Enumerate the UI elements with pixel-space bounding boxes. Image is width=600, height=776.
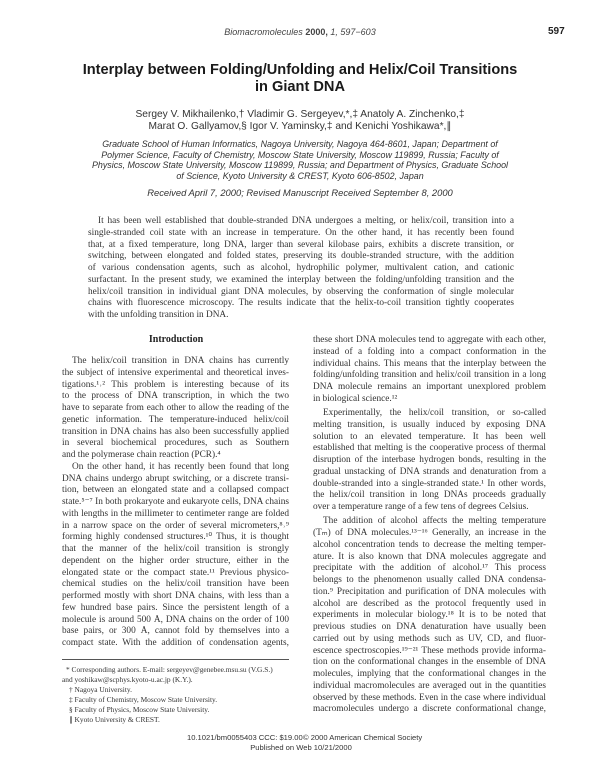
text-line: macromolecules undergo a discrete conformational change, [313,704,546,715]
text-line: switching, between elongated and folded states, preserving its double-stranded structure, with the addition [88,251,514,262]
text-line: belongs to the phenomenon usually called DNA condensa- [313,575,546,585]
text-line: tigations.¹˒² This problem is interesting because of its [62,379,289,390]
text-line: to the process of DNA transcription, in which the two [62,391,289,402]
title-line: in Giant DNA [255,79,345,95]
text-line: in a narrow space on the order of several micrometers,⁸˒⁹ [62,520,289,531]
text-line: molecules, implying that the conformational changes in the [313,669,546,679]
text-line: folding/unfolding transition and helix/coil transition in a long [313,370,546,381]
left-column [62,356,289,650]
text-line: of various condensation agents, such as alcohol, hydrophilic polymer, multivalent cation, and cationic [88,263,514,273]
text-line: genetic information. The temperature-induced helix/coil [62,414,289,425]
paragraph [313,408,546,514]
text-line: previous studies on DNA denaturation have usually been [313,622,546,632]
text-line: instead of a folding into a compact conformation in the [313,346,546,357]
footnotes [62,665,294,725]
text-line: in biological science.¹² [313,393,398,404]
footnote: † Nagoya University. [69,685,132,694]
text-line: single-stranded coil state with an increase in temperature. On the other hand, it has recently been found [88,227,514,238]
author-line: Sergey V. Mikhailenko,† Vladimir G. Sergeyev,*,‡ Anatoly A. Zinchenko,‡ [135,109,465,120]
paper-title [0,62,600,96]
published-date [0,743,600,752]
text-line: that, at a fixed temperature, long DNA, larger than several kilobase pairs, exhibits a discrete transition, or [88,239,514,250]
paragraph [62,356,289,462]
footnote: ‡ Faculty of Chemistry, Moscow State University. [69,695,218,704]
text-line: tion on the conformational changes in the ensemble of DNA [313,657,546,668]
text-line: surfactant. In the present study, we examined the interplay between the folding/unfolding transition and the [88,274,514,285]
affiliation-line: Physics, Moscow State University, Moscow 119899, Russia; and Department of Physics, Graduate School [92,160,508,171]
footnote: ∥ Kyoto University & CREST. [69,715,160,724]
abstract [88,216,514,322]
paragraph [313,516,546,716]
author-line: Marat O. Gallyamov,§ Igor V. Yaminsky,‡ and Kenichi Yoshikawa*,∥ [148,121,452,132]
text-line: experiments in molecular biology.¹⁸ It is to be noted that [313,610,546,621]
paragraph [62,462,289,650]
copyright: © 2000 American Chemical Society [303,733,423,742]
affiliation-line: Polymer Science, Faculty of Chemistry, Moscow State University, Moscow 119899, Russia; Faculty of [101,149,499,160]
text-line: base pairs, or 300 Å, cannot fold by themselves into a [62,626,289,637]
received-dates: Received April 7, 2000; Revised Manuscript Received September 8, 2000 [147,187,453,198]
paragraph [313,335,546,406]
text-line: compact state. With the addition of condensation agents, [62,638,289,648]
text-line: transition in DNA chains has also been successfully applied [62,426,289,437]
running-head [0,27,600,37]
footnote: § Faculty of Physics, Moscow State University. [69,705,210,714]
text-line: elongated state or the compact state.¹¹ Previous physico- [62,567,289,578]
text-line: few hundred base pairs. Since the persistent length of a [62,602,289,613]
journal-name: Biomacromolecules [224,27,303,37]
text-line: disruption of the interbase hydrogen bonds, resulting in the [313,455,546,465]
text-line: and the polymerase chain reaction (PCR).⁴ [62,450,221,460]
author-list [0,109,600,133]
text-line: established that melting is the cooperative process of thermal [313,443,546,454]
text-line: over a temperature range of a few tens of degrees Celsius. [313,502,529,512]
text-line: in several biochemical procedures, such as Southern [62,438,289,449]
text-line: melting transition, is usually induced by exposing DNA [313,419,546,430]
text-line: tion, between an elongated state and a collapsed compact [62,485,289,496]
text-line: solution to an elevated temperature. It has been well [313,431,546,442]
journal-year: 2000, [305,27,328,37]
text-line: chemical studies on the helix/coil transition have been [62,579,289,590]
page-number: 597 [548,26,565,37]
text-line: tion.⁹ Precipitation and purification of DNA molecules with [313,586,546,597]
text-line: these short DNA molecules tend to aggregate with each other, [313,335,546,345]
text-line: state.⁵⁻⁷ In both prokaryote and eukaryote cells, DNA chains [62,497,289,507]
journal-volume: 1, [330,27,338,37]
text-line: It has been well established that double-stranded DNA undergoes a melting, or helix/coil, transition into a [98,216,514,226]
text-line: the helix/coil transition in long DNAs proceeds gradually [313,490,546,501]
text-line: performed mostly with short DNA chains, with less than a [62,591,289,601]
text-line: ature. It is also known that DNA molecules aggregate and [313,551,546,562]
footnote-divider [62,659,289,660]
text-line: helix/coil transition in individual giant DNA molecules, by observing the conformation of single molecular [88,286,514,297]
text-line: carried out by using methods such as UV, CD, and fluor- [313,633,546,644]
section-heading-introduction: Introduction [148,334,204,345]
text-line: DNA molecule remains an important unexplored problem [313,382,546,392]
text-line: precipitate with the addition of alcohol.¹⁷ This process [313,563,546,574]
text-line: dependent on the higher order structure, either in the [62,555,289,566]
text-line: DNA chains undergo abrupt switching, or a discrete transi- [62,473,289,484]
affiliations [0,139,600,182]
text-line: alcohol concentration tends to decrease the melting temper- [313,539,546,550]
text-line: individual macromolecules are averaged out in the quantities [313,680,546,691]
text-line: double-stranded into a single-stranded state.¹ In other words, [313,478,546,489]
footnote: * Corresponding authors. E-mail: sergeyev@genebee.msu.su (V.G.S.) [66,665,273,674]
footnote: and yoshikaw@scphys.kyoto-u.ac.jp (K.Y.). [62,675,193,684]
text-line: that the manner of the helix/coil transition is strongly [62,544,289,554]
title-line: Interplay between Folding/Unfolding and Helix/Coil Transitions [82,62,518,78]
text-line: with lengths in the millimeter to centimeter range are folded [62,508,289,519]
doi-line: 10.1021/bm0055403 CCC: $19.00 [187,733,303,742]
text-line: (Tₘ) of DNA molecules.¹³⁻¹⁶ Generally, an increase in the [313,528,546,538]
affiliation-line: of Science, Kyoto University & CREST, Kyoto 606-8502, Japan [176,171,424,182]
text-line: with the unfolding transition in DNA. [88,310,229,320]
text-line: The helix/coil transition in DNA chains has currently [72,356,289,366]
published-text: Published on Web 10/21/2000 [250,743,352,752]
text-line: The addition of alcohol affects the melting temperature [323,516,546,527]
text-line: escence spectroscopies.¹⁹⁻²¹ These methods provide informa- [313,645,546,656]
affiliation-line: Graduate School of Human Informatics, Nagoya University, Nagoya 464-8601, Japan; Department of [102,139,498,149]
text-line: Experimentally, the helix/coil transition, or so-called [323,408,546,418]
journal-pages: 597−603 [340,27,376,37]
text-line: the subject of intensive experimental and theoretical inves- [62,367,289,378]
text-line: On the other hand, it has recently been found that long [72,461,289,472]
text-line: molecule is around 500 Å, DNA chains on the order of 100 [62,614,289,625]
text-line: chains with fluorescence microscopy. The results indicate that the helix-to-coil transition tightly cooperates [88,298,514,309]
right-column [313,335,546,716]
text-line: have to separate from each other to allow the reading of the [62,403,289,413]
text-line: individual chains. This means that the interplay between the [313,358,546,369]
text-line: observed by these methods. Even in the case where individual [313,692,546,703]
text-line: alcohol are described as the protocol frequently used in [313,598,546,609]
text-line: forming highly condensed structures.¹⁰ Thus, it is thought [62,532,289,543]
text-line: gradual unstacking of DNA strands and denaturation from a [313,466,546,477]
